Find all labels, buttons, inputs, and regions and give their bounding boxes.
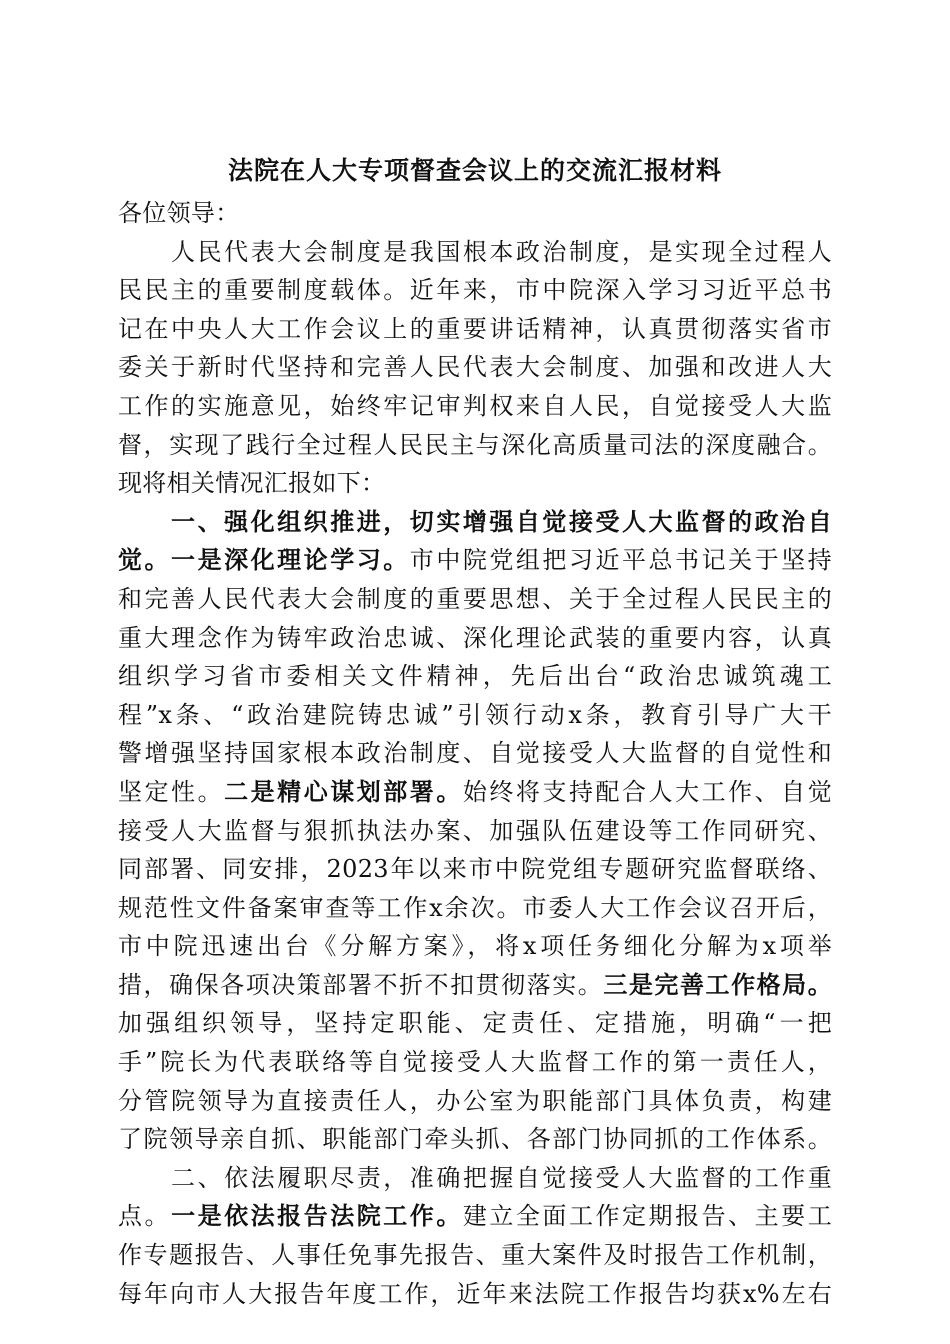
text-line [118,580,832,619]
text-segment: 坚定性。 [118,777,225,806]
text-segment: 始终将支持配合人大工作、自觉 [462,777,833,806]
text-segment: 组织学习省市委相关文件精神，先后出台“政治忠诚筑魂工 [118,662,832,691]
text-line [118,426,832,465]
text-line [118,1082,832,1121]
text-segment: 重大理念作为铸牢政治忠诚、深化理论武装的重要内容，认真 [118,623,832,652]
text-line [118,889,832,928]
text-line [118,310,832,349]
text-segment: 接受人大监督与狠抓执法办案、加强队伍建设等工作同研究、 [118,816,832,845]
text-line [118,233,832,272]
text-line [118,348,832,387]
text-segment: 规范性文件备案审查等工作x余次。市委人大工作会议召开后， [118,893,832,922]
text-line [118,464,832,503]
text-segment: 了院领导亲自抓、职能部门牵头抓、各部门协同抓的工作体系。 [118,1125,832,1154]
text-segment: 作专题报告、人事任免事先报告、重大案件及时报告工作机制， [118,1241,832,1270]
bold-text-segment: 三是完善工作格局。 [603,969,832,999]
text-line [118,1004,832,1043]
text-line [118,194,832,233]
text-line [118,812,832,851]
text-segment: 和完善人民代表大会制度的重要思想、关于全过程人民民主的 [118,584,832,613]
text-line [118,1236,832,1275]
text-segment: 建立全面工作定期报告、主要工 [462,1202,832,1231]
text-line [118,1120,832,1159]
text-segment: 警增强坚持国家根本政治制度、自觉接受人大监督的自觉性和 [118,739,832,768]
text-line [118,773,832,812]
text-line [118,619,832,658]
text-segment: 加强组织领导，坚持定职能、定责任、定措施，明确“一把 [118,1009,832,1038]
text-line [118,541,832,580]
text-line [118,1043,832,1082]
text-line [118,1275,832,1314]
text-line [118,657,832,696]
text-line [118,387,832,426]
text-segment: 各位领导： [118,199,240,227]
text-segment: 督，实现了践行全过程人民民主与深化高质量司法的深度融合。 [118,430,832,459]
document-body [118,194,832,1313]
text-segment: 委关于新时代坚持和完善人民代表大会制度、加强和改进人大 [118,353,832,382]
text-line [118,696,832,735]
text-line [118,927,832,966]
bold-text-segment: 一、强化组织推进，切实增强自觉接受人大监督的政治自 [118,506,832,536]
text-segment: 人民代表大会制度是我国根本政治制度，是实现全过程人 [118,237,832,266]
text-line [118,1197,832,1236]
text-segment: 手”院长为代表联络等自觉接受人大监督工作的第一责任人， [118,1048,832,1077]
document-title: 法院在人大专项督查会议上的交流汇报材料 [227,156,722,185]
text-segment: 点。 [118,1202,172,1231]
text-segment: 市中院迅速出台《分解方案》，将x项任务细化分解为x项举 [118,932,832,961]
bold-text-segment: 一是依法报告法院工作。 [171,1201,463,1231]
text-line [118,966,832,1005]
text-line [118,734,832,773]
text-segment: 工作的实施意见，始终牢记审判权来自人民，自觉接受人大监 [118,391,832,420]
text-segment: 二、依法履职尽责，准确把握自觉接受人大监督的工作重 [118,1163,832,1192]
text-segment: 记在中央人大工作会议上的重要讲话精神，认真贯彻落实省市 [118,314,832,343]
text-segment: 措，确保各项决策部署不折不扣贯彻落实。 [118,970,604,999]
text-segment: 每年向市人大报告年度工作，近年来法院工作报告均获x%左右 [118,1279,832,1308]
text-line [118,850,832,889]
text-line [118,503,832,542]
text-segment: 程”x条、“政治建院铸忠诚”引领行动x条，教育引导广大干 [118,700,832,729]
text-segment: 同部署、同安排，2023年以来市中院党组专题研究监督联络、 [118,855,832,884]
bold-text-segment: 觉。一是深化理论学习。 [118,545,410,575]
text-segment: 分管院领导为直接责任人，办公室为职能部门具体负责，构建 [118,1086,832,1115]
text-segment: 民民主的重要制度载体。近年来，市中院深入学习习近平总书 [118,276,832,305]
text-line [118,1159,832,1198]
text-segment: 现将相关情况汇报如下： [118,469,386,498]
text-segment: 市中院党组把习近平总书记关于坚持 [409,546,832,575]
bold-text-segment: 二是精心谋划部署。 [224,776,463,806]
text-line [118,271,832,310]
